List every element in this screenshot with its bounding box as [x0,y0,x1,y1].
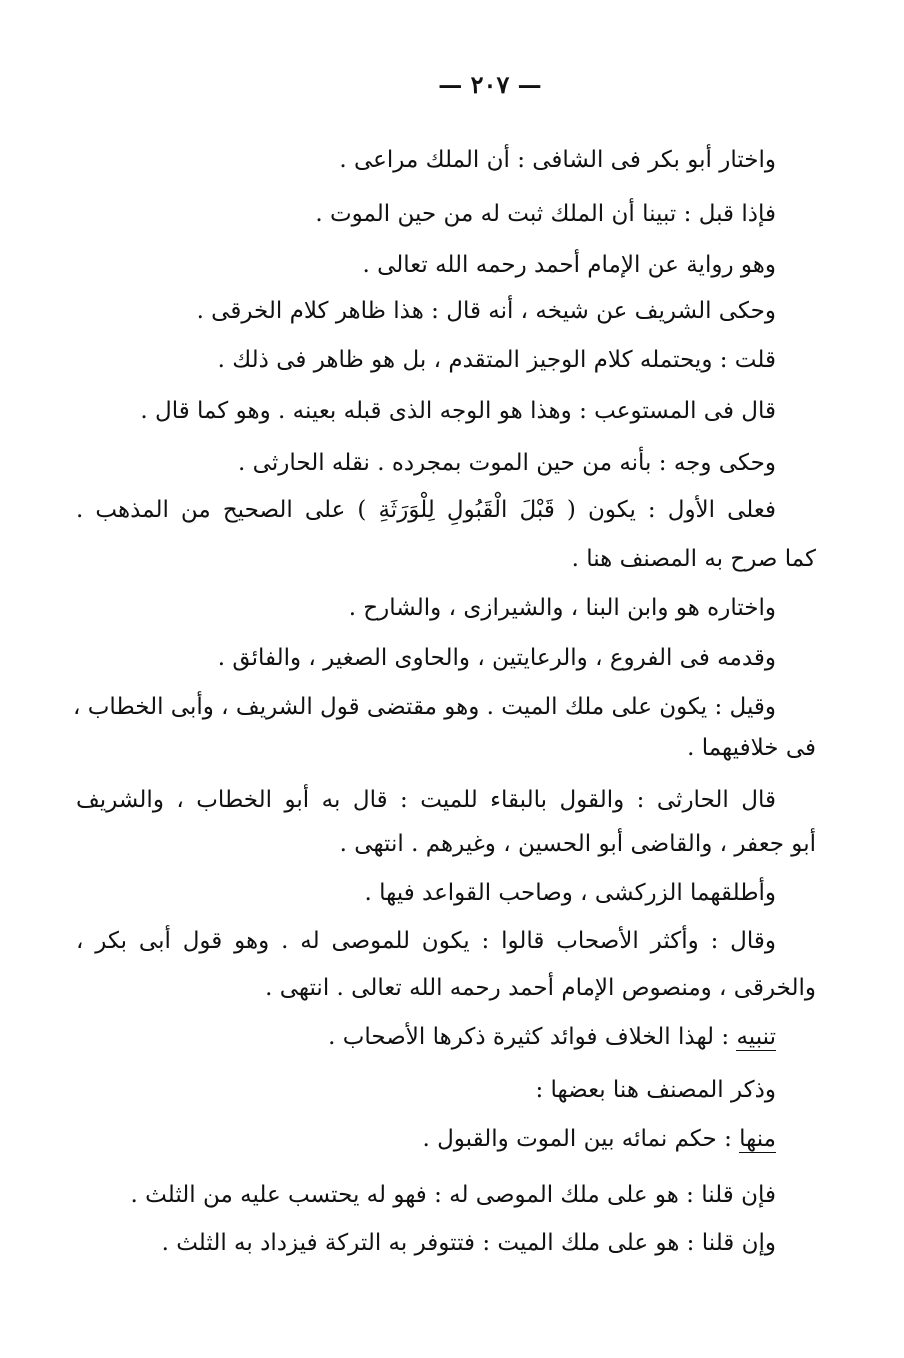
notice-text: : لهذا الخلاف فوائد كثيرة ذكرها الأصحاب . [328,1024,730,1050]
text-line-4: وحكى الشريف عن شيخه ، أنه قال : هذا ظاهر كلام الخرقى . [196,298,776,324]
text-line-3: وهو رواية عن الإمام أحمد رحمه الله تعالى . [362,252,776,278]
text-line-2: فإذا قبل : تبينا أن الملك ثبت له من حين الموت . [315,201,776,227]
page-number: — ٢٠٧ — [438,70,542,99]
text-line-19 [328,1022,776,1052]
text-line-9: كما صرح به المصنف هنا . [571,546,816,572]
text-line-11: وقدمه فى الفروع ، والرعايتين ، والحاوى الصغير ، والفائق . [217,645,776,671]
text-line-12: وقيل : يكون على ملك الميت . وهو مقتضى قول الشريف ، وأبى الخطاب ، [72,694,776,720]
text-line-8: فعلى الأول : يكون ( قَبْلَ الْقَبُولِ لِلْوَرَثَةِ ) على الصحيح من المذهب . [76,497,776,523]
text-line-20: وذكر المصنف هنا بعضها : [535,1077,776,1103]
notice-heading: تنبيه [736,1024,776,1050]
text-line-10: واختاره هو وابن البنا ، والشيرازى ، والشارح . [348,595,776,621]
text-line-13: فى خلافيهما . [687,735,816,761]
text-line-14: قال الحارثى : والقول بالبقاء للميت : قال به أبو الخطاب ، والشريف [76,787,776,813]
text-line-1: واختار أبو بكر فى الشافى : أن الملك مراعى . [339,147,776,173]
text-line-22: فإن قلنا : هو على ملك الموصى له : فهو له يحتسب عليه من الثلث . [130,1182,776,1208]
item-text: : حكم نمائه بين الموت والقبول . [422,1126,732,1152]
text-line-15: أبو جعفر ، والقاضى أبو الحسين ، وغيرهم . انتهى . [339,831,816,857]
text-line-5: قلت : ويحتمله كلام الوجيز المتقدم ، بل هو ظاهر فى ذلك . [217,347,776,373]
text-line-16: وأطلقهما الزركشى ، وصاحب القواعد فيها . [364,880,776,906]
text-line-21 [422,1124,776,1154]
text-line-7: وحكى وجه : بأنه من حين الموت بمجرده . نقله الحارثى . [238,450,776,476]
text-line-6: قال فى المستوعب : وهذا هو الوجه الذى قبله بعينه . وهو كما قال . [140,398,776,424]
text-line-17: وقال : وأكثر الأصحاب قالوا : يكون للموصى له . وهو قول أبى بكر ، [76,928,776,954]
item-heading: منها [739,1126,776,1152]
text-line-23: وإن قلنا : هو على ملك الميت : فتتوفر به التركة فيزداد به الثلث . [161,1230,776,1256]
text-line-18: والخرقى ، ومنصوص الإمام أحمد رحمه الله تعالى . انتهى . [265,975,816,1001]
